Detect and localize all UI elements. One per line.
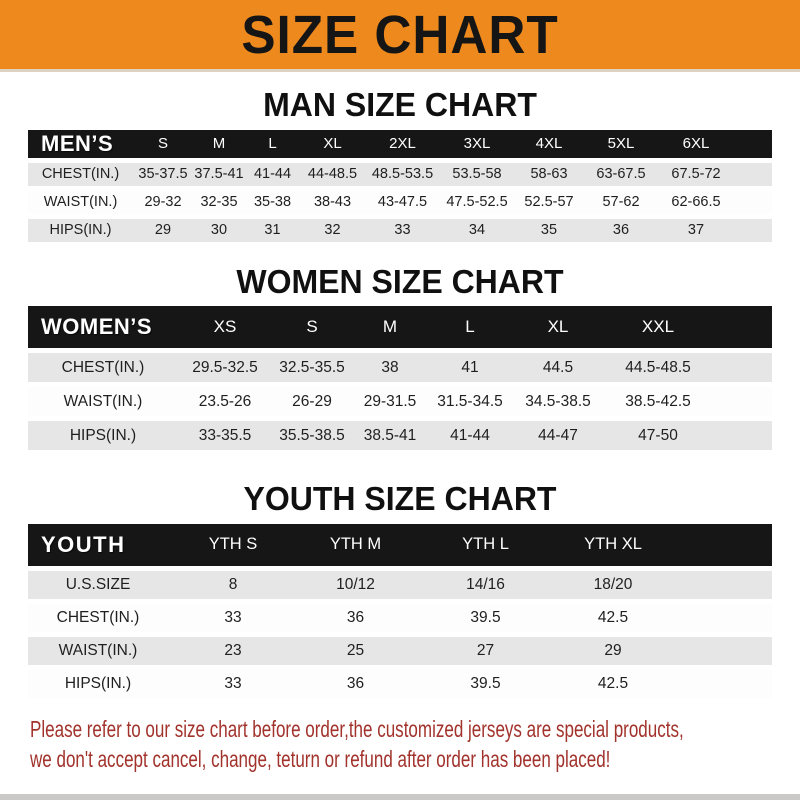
table-cell: 41-44: [253, 166, 292, 183]
column-header: L: [245, 130, 300, 158]
table-cell: 32.5-35.5: [279, 358, 345, 376]
table-cell: 58-63: [530, 166, 568, 183]
table-cell: 32: [324, 222, 341, 239]
column-header: YTH L: [413, 524, 558, 566]
table-cell: 29.5-32.5: [192, 358, 258, 376]
table-row: [28, 219, 772, 242]
row-label: WAIST(IN.): [63, 392, 143, 410]
table-cell: 8: [228, 575, 238, 593]
column-header: S: [133, 130, 193, 158]
table-cell: 33: [224, 608, 242, 626]
table-cell: 42.5: [597, 674, 629, 692]
table-cell: 43-47.5: [377, 194, 428, 211]
table-row: [28, 353, 772, 382]
table-cell: 32-35: [200, 194, 238, 211]
row-spacer-cell: [668, 604, 772, 632]
table-cell: 38.5-42.5: [625, 392, 691, 410]
table-cell: 25: [346, 641, 365, 659]
column-header: YTH XL: [558, 524, 668, 566]
column-header: YTH M: [298, 524, 413, 566]
row-label: CHEST(IN.): [56, 608, 140, 626]
table-row: [28, 387, 772, 416]
table-cell: 23: [224, 641, 242, 659]
table-cell: 47.5-52.5: [446, 194, 508, 211]
row-label: HIPS(IN.): [49, 222, 112, 239]
row-label: HIPS(IN.): [69, 426, 137, 444]
youth-size-table: [28, 519, 772, 703]
row-spacer-cell: [734, 191, 772, 214]
table-cell: 53.5-58: [452, 166, 502, 183]
size-table-header-row: [28, 306, 772, 348]
size-charts: [0, 85, 800, 703]
table-cell: 48.5-53.5: [371, 166, 434, 183]
table-cell: 62-66.5: [671, 194, 721, 211]
table-cell: 39.5: [470, 608, 501, 626]
women-size-table: [28, 301, 772, 455]
row-label: WAIST(IN.): [58, 641, 138, 659]
table-cell: 36: [612, 222, 630, 239]
man-size-table: [28, 125, 772, 247]
table-cell: 37: [687, 222, 705, 239]
table-cell: 37.5-41: [194, 166, 244, 183]
header-spacer-cell: [712, 306, 772, 348]
table-row: [28, 637, 772, 665]
header-spacer-cell: [668, 524, 772, 566]
table-cell: 30: [210, 222, 228, 239]
row-label: CHEST(IN.): [41, 166, 120, 183]
table-cell: 44.5-48.5: [625, 358, 691, 376]
column-header: M: [352, 306, 428, 348]
column-header: 6XL: [658, 130, 734, 158]
table-cell: 27: [476, 641, 495, 659]
table-cell: 52.5-57: [524, 194, 574, 211]
row-label: U.S.SIZE: [65, 575, 131, 593]
column-header: 2XL: [365, 130, 440, 158]
table-cell: 29: [604, 641, 622, 659]
table-cell: 33-35.5: [198, 426, 252, 444]
man-section-title: MAN SIZE CHART: [263, 86, 537, 123]
table-row: [28, 670, 772, 698]
table-corner-label: WOMEN’S: [28, 306, 178, 348]
man-size-chart-section: [28, 85, 772, 247]
table-cell: 47-50: [638, 426, 678, 444]
table-cell: 42.5: [597, 608, 629, 626]
footer-line-2-text: we don't accept cancel, change, teturn or refund after order has been placed!: [30, 745, 611, 772]
column-header: M: [193, 130, 245, 158]
table-cell: 14/16: [466, 575, 505, 593]
row-spacer-cell: [712, 353, 772, 382]
table-cell: 36: [346, 608, 365, 626]
table-cell: 10/12: [336, 575, 375, 593]
table-cell: 35-38: [253, 194, 292, 211]
column-header: XL: [512, 306, 604, 348]
column-header: 3XL: [440, 130, 514, 158]
youth-section-title: YOUTH SIZE CHART: [243, 480, 557, 518]
size-chart-banner: [0, 0, 800, 72]
table-cell: 67.5-72: [671, 166, 721, 183]
women-size-chart-section: [28, 262, 772, 456]
table-cell: 44-47: [538, 426, 578, 444]
table-cell: 34: [468, 222, 486, 239]
column-header: 5XL: [584, 130, 658, 158]
table-corner-label: MEN’S: [28, 130, 133, 158]
table-cell: 63-67.5: [596, 166, 646, 183]
column-header: XL: [300, 130, 365, 158]
table-cell: 38: [381, 358, 399, 376]
column-header: YTH S: [168, 524, 298, 566]
table-cell: 35-37.5: [138, 166, 188, 183]
table-cell: 29-32: [144, 194, 182, 211]
table-cell: 29: [154, 222, 172, 239]
women-section-title: WOMEN SIZE CHART: [236, 262, 564, 300]
column-header: S: [272, 306, 352, 348]
table-cell: 38-43: [313, 194, 352, 211]
size-table-header-row: [28, 524, 772, 566]
table-row: [28, 421, 772, 450]
row-label: CHEST(IN.): [61, 358, 145, 376]
table-cell: 38.5-41: [363, 426, 417, 444]
size-table-header-row: [28, 130, 772, 158]
table-cell: 35: [540, 222, 558, 239]
banner-title: SIZE CHART: [241, 4, 559, 65]
table-cell: 35.5-38.5: [279, 426, 345, 444]
row-spacer-cell: [734, 163, 772, 186]
table-cell: 44-48.5: [307, 166, 358, 183]
table-corner-label: YOUTH: [28, 524, 168, 566]
row-spacer-cell: [712, 387, 772, 416]
table-row: [28, 571, 772, 599]
table-cell: 29-31.5: [363, 392, 417, 410]
table-cell: 34.5-38.5: [525, 392, 591, 410]
footer-line-1-text: Please refer to our size chart before order,the customized jerseys are special products,: [30, 715, 684, 742]
table-row: [28, 163, 772, 186]
table-cell: 33: [394, 222, 411, 239]
column-header: L: [428, 306, 512, 348]
bottom-edge-strip: [0, 794, 800, 800]
row-spacer-cell: [668, 571, 772, 599]
table-cell: 39.5: [470, 674, 501, 692]
table-cell: 36: [346, 674, 365, 692]
table-cell: 26-29: [292, 392, 332, 410]
table-row: [28, 604, 772, 632]
footer-line-2: [30, 744, 800, 774]
table-cell: 57-62: [602, 194, 640, 211]
row-spacer-cell: [668, 637, 772, 665]
table-cell: 31.5-34.5: [437, 392, 503, 410]
table-cell: 18/20: [593, 575, 633, 593]
footer-line-1: [30, 714, 800, 744]
column-header: XS: [178, 306, 272, 348]
table-cell: 23.5-26: [198, 392, 252, 410]
footer-disclaimer: [30, 714, 800, 774]
column-header: 4XL: [514, 130, 584, 158]
row-label: WAIST(IN.): [43, 194, 118, 211]
table-cell: 41-44: [450, 426, 490, 444]
row-label: HIPS(IN.): [64, 674, 132, 692]
table-cell: 31: [264, 222, 281, 239]
table-row: [28, 191, 772, 214]
column-header: XXL: [604, 306, 712, 348]
row-spacer-cell: [734, 219, 772, 242]
table-cell: 33: [224, 674, 242, 692]
table-cell: 44.5: [542, 358, 574, 376]
row-spacer-cell: [668, 670, 772, 698]
header-spacer-cell: [734, 130, 772, 158]
youth-size-chart-section: [28, 479, 772, 703]
table-cell: 41: [461, 358, 479, 376]
row-spacer-cell: [712, 421, 772, 450]
